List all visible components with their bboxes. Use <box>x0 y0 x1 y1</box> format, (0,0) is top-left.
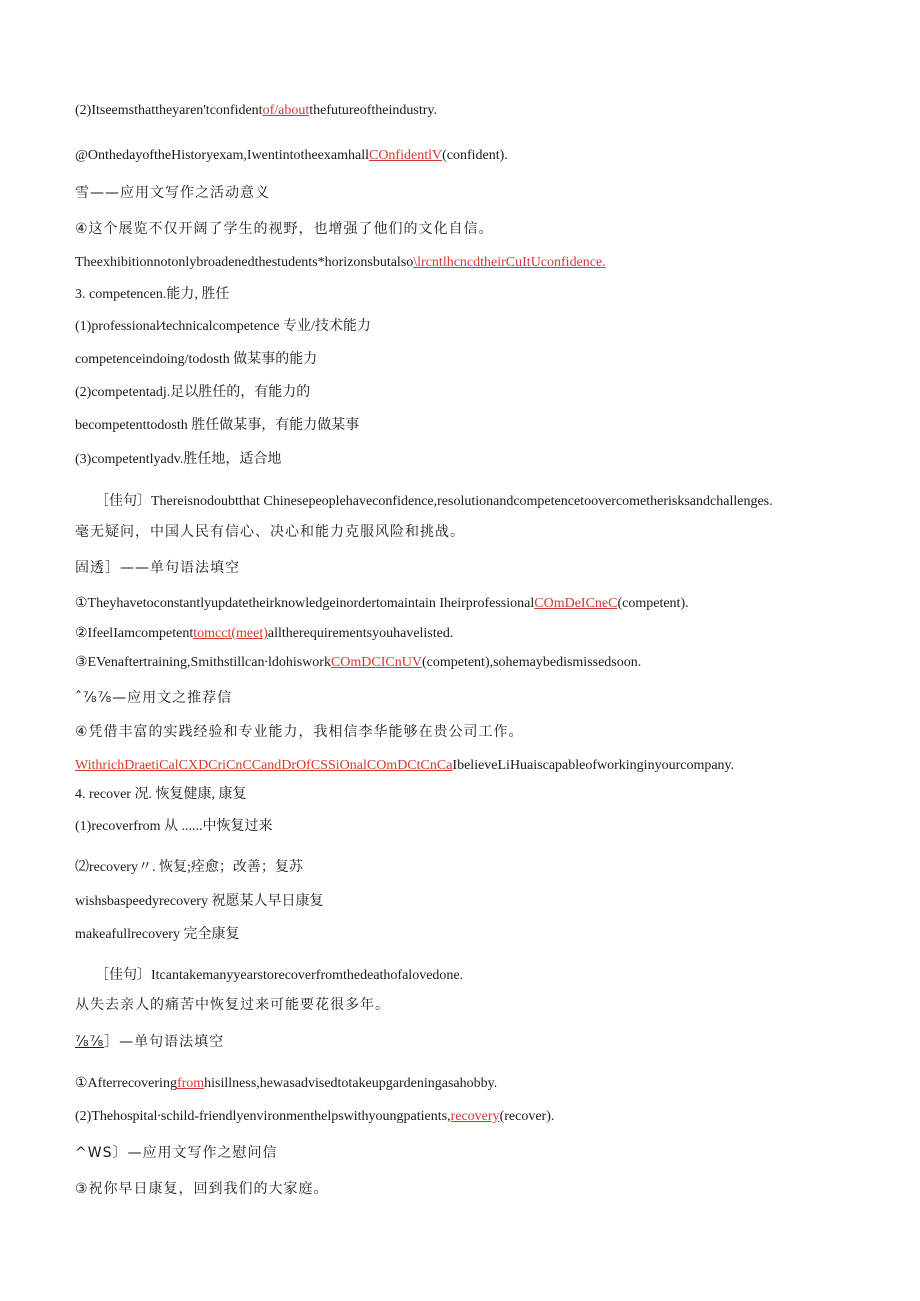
vocab-item: makeafullrecovery 完全康复 <box>75 927 240 942</box>
text: alltherequirementsyouhavelisted. <box>267 626 454 641</box>
text: ①Theyhavetoconstantlyupdatetheirknowledgeinordertomaintain Iheirprofessional <box>75 596 535 611</box>
vocab-item: (2)competentadj.足以胜任的，有能力的 <box>75 385 311 400</box>
exercise-3 <box>75 654 641 672</box>
answer: COmDeICneC <box>534 596 618 611</box>
answer: of/about <box>262 103 310 118</box>
text: ②IfeelIamcompetent <box>75 626 194 641</box>
text: ①Afterrecovering <box>75 1076 177 1091</box>
answer: WithrichDraetiCalCXDCriCnCCandDrOfCSSiOnalCOmDCtCnCa <box>75 758 453 773</box>
text: thefutureoftheindustry. <box>309 103 437 118</box>
text: (competent). <box>617 596 689 611</box>
text: (competent),sohemaybedismissedsoon. <box>421 655 642 670</box>
text: IbelieveLiHuaiscapableofworkinginyourcompany. <box>452 758 735 773</box>
example-translation: 从失去亲人的痛苦中恢复过来可能要花很多年。 <box>75 997 390 1013</box>
answer: COmDCICnUV <box>330 655 422 670</box>
section-heading-grammar: 固透］——单句语法填空 <box>75 560 240 576</box>
vocab-item: (1)recoverfrom 从 ......中恢复过来 <box>75 819 273 834</box>
vocab-item: competenceindoing/todosth 做某事的能力 <box>75 352 318 367</box>
text: Theexhibitionnotonlybroadenedthestudents*horizonsbutalso <box>75 255 414 270</box>
vocab-item: becompetenttodosth 胜任做某事，有能力做某事 <box>75 418 360 433</box>
sentence-2-confident <box>75 102 437 120</box>
sentence-3-confidently <box>75 147 508 165</box>
exercise-1 <box>75 595 689 613</box>
example-translation: 毫无疑问，中国人民有信心、决心和能力克服风险和挑战。 <box>75 524 465 540</box>
vocab-heading-recover: 4. recover 况. 恢复健康, 康复 <box>75 787 247 802</box>
vocab-item: ⑵recovery〃. 恢复;痊愈；改善；复苏 <box>75 860 303 875</box>
exercise-2 <box>75 625 453 643</box>
text: @OnthedayoftheHistoryexam,Iwentintotheexamhall <box>75 148 369 163</box>
section-heading-recommendation: ˆ⅞⅞—应用文之推荐信 <box>75 690 233 706</box>
chinese-sentence-exhibition: ④这个展览不仅开阔了学生的视野，也增强了他们的文化自信。 <box>75 221 494 237</box>
example-sentence-competence: ［佳句〕Thereisnodoubtthat Chinesepeoplehaveconfidence,resolutionandcompetencetoovercometherisksandchallenges. <box>95 494 773 509</box>
vocab-item: (3)competentlyadv.胜任地，适合地 <box>75 452 282 467</box>
answer: recovery <box>450 1109 500 1124</box>
section-heading-activity: 雪——应用文写作之活动意义 <box>75 185 270 201</box>
example-sentence-recover: ［佳句〕Itcantakemanyyearstorecoverfromthedeathofalovedone. <box>95 968 464 983</box>
answer: from <box>176 1076 205 1091</box>
vocab-item: (1)professional∕technicalcompetence 专业/技术能力 <box>75 319 371 334</box>
sentence-exhibition <box>75 254 606 272</box>
text: (confident). <box>442 148 508 163</box>
text: (recover). <box>499 1109 555 1124</box>
vocab-item: wishsbaspeedyrecovery 祝愿某人早日康复 <box>75 894 324 909</box>
text: hisillness,hewasadvisedtotakeupgardeningasahobby. <box>204 1076 498 1091</box>
section-heading-sympathy: ^WS〕—应用文写作之慰问信 <box>75 1145 278 1161</box>
heading-mark: ⅞⅞ <box>75 1034 105 1050</box>
chinese-sentence-sympathy: ③祝你早日康复，回到我们的大家庭。 <box>75 1181 329 1197</box>
answer: COnfidentlV <box>368 148 443 163</box>
vocab-heading-competence: 3. competencen.能力, 胜任 <box>75 287 230 302</box>
text: (2)Thehospital∙schild-friendlyenvironmenthelpswithyoungpatients, <box>75 1109 451 1124</box>
answer: tomcct(meet) <box>193 626 268 641</box>
sentence-recommendation <box>75 757 734 775</box>
text: (2)Itseemsthattheyaren'tconfident <box>75 103 263 118</box>
answer: \lrcntlhcncdtheirCuItUconfidence. <box>413 255 606 270</box>
exercise-4 <box>75 1075 497 1093</box>
heading-text: ］—单句语法填空 <box>104 1034 225 1050</box>
text: ③EVenaftertraining,Smithstillcan∙ldohiswork <box>75 655 331 670</box>
exercise-5 <box>75 1108 554 1126</box>
section-heading-grammar-2 <box>75 1033 224 1051</box>
chinese-sentence-recommendation: ④凭借丰富的实践经验和专业能力，我相信李华能够在贵公司工作。 <box>75 724 524 740</box>
